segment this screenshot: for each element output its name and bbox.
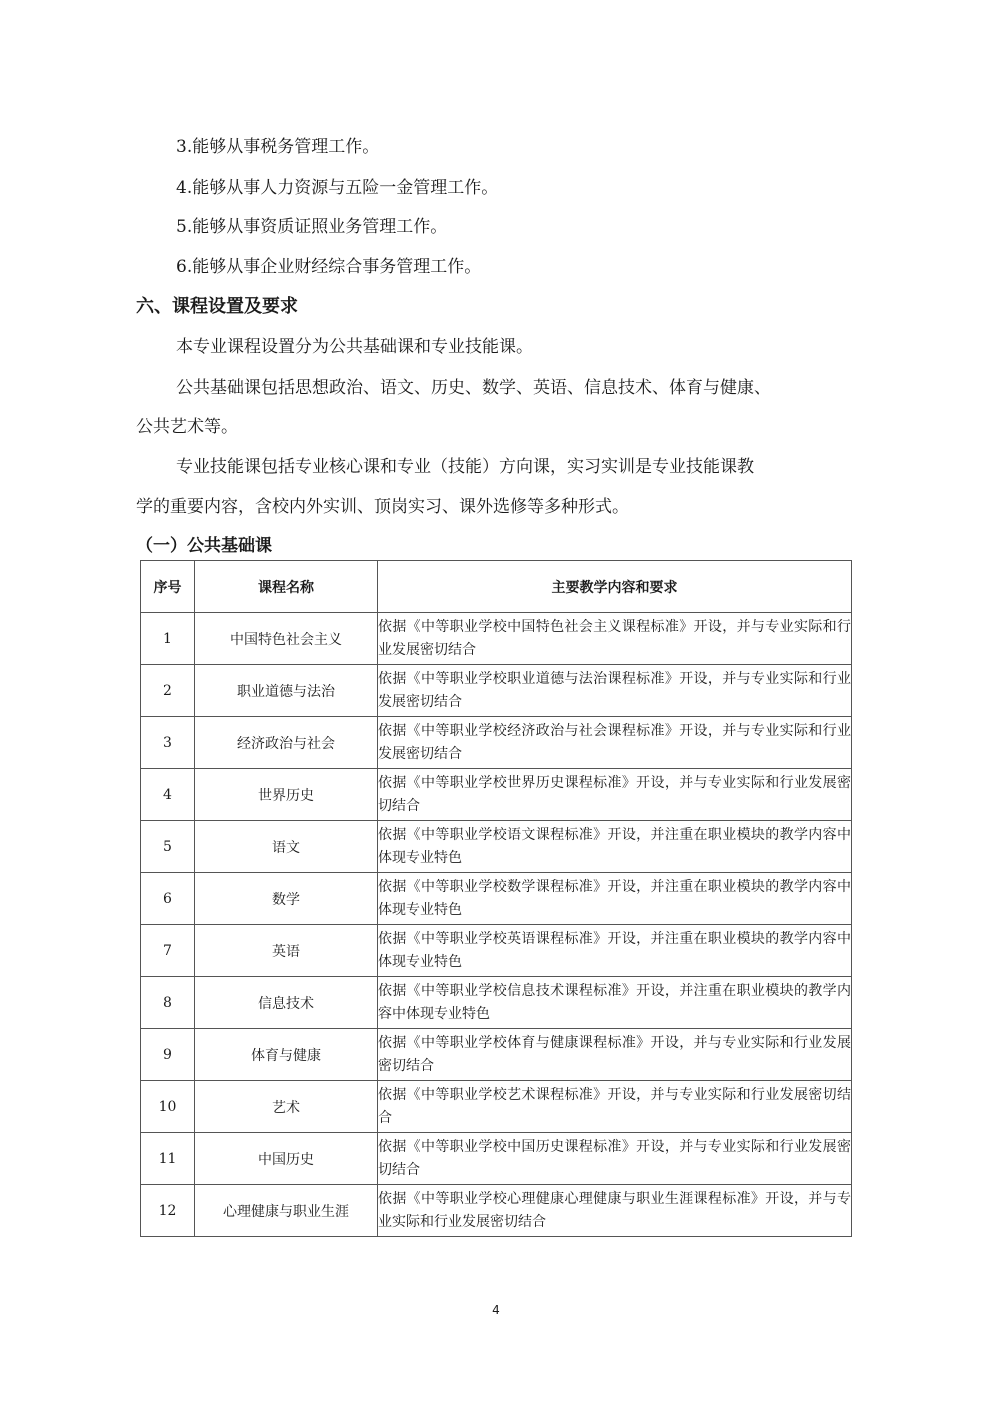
- row-number: 6: [141, 873, 195, 925]
- header-number: 序号: [141, 561, 195, 613]
- table-row: [141, 1133, 852, 1185]
- row-course-name: 心理健康与职业生涯: [195, 1185, 378, 1237]
- table-row: [141, 977, 852, 1029]
- header-content: 主要教学内容和要求: [378, 561, 852, 613]
- row-number: 12: [141, 1185, 195, 1237]
- row-number: 2: [141, 665, 195, 717]
- table-row: [141, 665, 852, 717]
- page-number: 4: [492, 1303, 500, 1317]
- intro-paragraph-1: 本专业课程设置分为公共基础课和专业技能课。: [176, 337, 533, 357]
- intro-paragraph-3-line-2: 学的重要内容，含校内外实训、顶岗实习、课外选修等多种形式。: [136, 497, 629, 517]
- intro-paragraph-2-line-2: 公共艺术等。: [136, 417, 238, 437]
- intro-paragraph-2-line-1: 公共基础课包括思想政治、语文、历史、数学、英语、信息技术、体育与健康、: [176, 378, 771, 398]
- table-row: [141, 873, 852, 925]
- row-content: 依据《中等职业学校英语课程标准》开设，并注重在职业模块的教学内容中体现专业特色: [378, 925, 852, 977]
- table-row: [141, 1081, 852, 1133]
- row-number: 1: [141, 613, 195, 665]
- ability-item-5: 5.能够从事资质证照业务管理工作。: [176, 217, 448, 237]
- row-number: 4: [141, 769, 195, 821]
- row-course-name: 体育与健康: [195, 1029, 378, 1081]
- table-row: [141, 613, 852, 665]
- row-course-name: 中国历史: [195, 1133, 378, 1185]
- row-number: 5: [141, 821, 195, 873]
- row-content: 依据《中等职业学校艺术课程标准》开设，并与专业实际和行业发展密切结合: [378, 1081, 852, 1133]
- row-content: 依据《中等职业学校语文课程标准》开设，并注重在职业模块的教学内容中体现专业特色: [378, 821, 852, 873]
- ability-item-4: 4.能够从事人力资源与五险一金管理工作。: [176, 178, 499, 198]
- row-content: 依据《中等职业学校体育与健康课程标准》开设，并与专业实际和行业发展密切结合: [378, 1029, 852, 1081]
- section-title: 六、课程设置及要求: [136, 296, 298, 317]
- row-course-name: 世界历史: [195, 769, 378, 821]
- table-row: [141, 1029, 852, 1081]
- row-content: 依据《中等职业学校心理健康心理健康与职业生涯课程标准》开设，并与专业实际和行业发展密切结合: [378, 1185, 852, 1237]
- row-course-name: 中国特色社会主义: [195, 613, 378, 665]
- row-course-name: 语文: [195, 821, 378, 873]
- row-course-name: 信息技术: [195, 977, 378, 1029]
- table-row: [141, 925, 852, 977]
- row-number: 8: [141, 977, 195, 1029]
- row-course-name: 艺术: [195, 1081, 378, 1133]
- intro-paragraph-3-line-1: 专业技能课包括专业核心课和专业（技能）方向课，实习实训是专业技能课教: [176, 457, 754, 477]
- row-content: 依据《中等职业学校数学课程标准》开设，并注重在职业模块的教学内容中体现专业特色: [378, 873, 852, 925]
- subsection-title: （一）公共基础课: [136, 536, 272, 556]
- header-course-name: 课程名称: [195, 561, 378, 613]
- row-content: 依据《中等职业学校中国特色社会主义课程标准》开设，并与专业实际和行业发展密切结合: [378, 613, 852, 665]
- table-row: [141, 769, 852, 821]
- row-number: 9: [141, 1029, 195, 1081]
- row-number: 11: [141, 1133, 195, 1185]
- table-row: [141, 1185, 852, 1237]
- row-course-name: 数学: [195, 873, 378, 925]
- row-number: 10: [141, 1081, 195, 1133]
- ability-item-6: 6.能够从事企业财经综合事务管理工作。: [176, 257, 482, 277]
- row-content: 依据《中等职业学校信息技术课程标准》开设，并注重在职业模块的教学内容中体现专业特色: [378, 977, 852, 1029]
- row-course-name: 英语: [195, 925, 378, 977]
- table-header-row: [141, 561, 852, 613]
- row-content: 依据《中等职业学校经济政治与社会课程标准》开设，并与专业实际和行业发展密切结合: [378, 717, 852, 769]
- row-number: 3: [141, 717, 195, 769]
- row-content: 依据《中等职业学校职业道德与法治课程标准》开设，并与专业实际和行业发展密切结合: [378, 665, 852, 717]
- table-row: [141, 821, 852, 873]
- public-course-table: [140, 560, 852, 1237]
- row-course-name: 经济政治与社会: [195, 717, 378, 769]
- row-number: 7: [141, 925, 195, 977]
- row-content: 依据《中等职业学校世界历史课程标准》开设，并与专业实际和行业发展密切结合: [378, 769, 852, 821]
- row-course-name: 职业道德与法治: [195, 665, 378, 717]
- ability-item-3: 3.能够从事税务管理工作。: [176, 137, 380, 157]
- row-content: 依据《中等职业学校中国历史课程标准》开设，并与专业实际和行业发展密切结合: [378, 1133, 852, 1185]
- table-row: [141, 717, 852, 769]
